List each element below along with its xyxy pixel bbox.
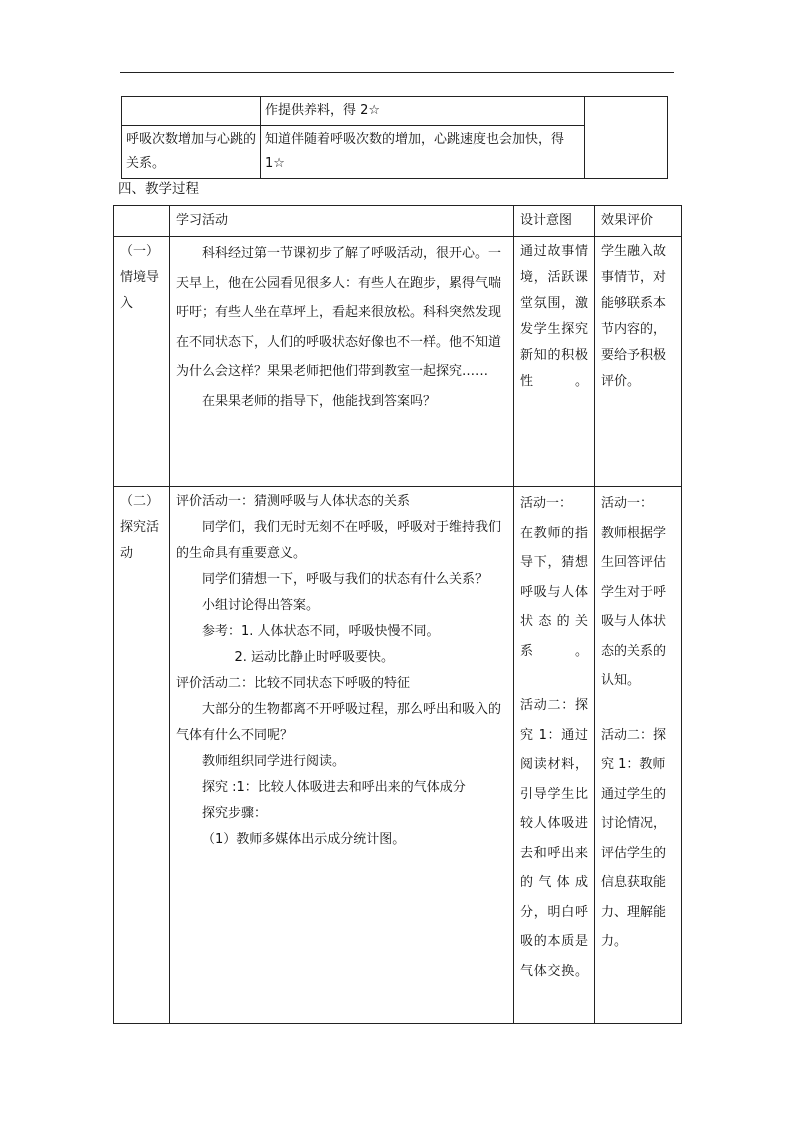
header-activity: 学习活动 [170,206,514,237]
stage-cell: （二）探究活动 [114,487,170,1024]
activity-cell [170,487,514,1024]
table-row [122,97,668,126]
table-cell [585,97,668,179]
evaluation-cell [595,237,682,487]
table-cell: 作提供养料，得 2☆ [261,97,585,126]
paragraph: 同学们猜想一下，呼吸与我们的状态有什么关系？ [202,572,489,587]
paragraph: 在教师的指导下，猜想呼吸与人体状态的关系。 [520,525,588,659]
stage-cell: （一）情境导入 [114,237,170,487]
paragraph: （1）教师多媒体出示成分统计图。 [202,832,406,847]
paragraph: 科科经过第一节课初步了解了呼吸活动，很开心。一天早上，他在公园看见很多人：有些人在跑步，累得气喘吁吁；有些人坐在草坪上，看起来很放松。科科突然发现在不同状态下，人们的呼吸状态好像也不一样。他不知道为什么会这样？果果老师把他们带到教室一起探究…… [176,246,502,379]
paragraph: 探究 :1：比较人体吸进去和呼出来的气体成分 [202,780,466,795]
table-row [114,487,682,1024]
paragraph: 教师组织同学进行阅读。 [202,754,346,769]
section-title: 四、教学过程 [118,181,199,197]
header-evaluation: 效果评价 [595,206,682,237]
table-row [114,237,682,487]
evaluation-cell [595,487,682,1024]
evaluation-label: 活动一： [601,496,654,511]
activity-heading: 评价活动二：比较不同状态下呼吸的特征 [176,676,411,691]
header-design: 设计意图 [514,206,595,237]
activity-heading: 评价活动一：猜测呼吸与人体状态的关系 [176,494,411,509]
activity-cell [170,237,514,487]
paragraph: 同学们，我们无时无刻不在呼吸，呼吸对于维持我们的生命具有重要意义。 [176,520,502,561]
paragraph: 2. 运动比静止时呼吸要快。 [234,650,395,665]
design-label: 活动一： [520,496,573,511]
table-cell [122,97,261,126]
paragraph: 在果果老师的指导下，他能找到答案吗？ [202,393,437,409]
paragraph: 通过故事情境，活跃课堂氛围，激发学生探究新知的积极性。 [520,244,588,389]
table-header-row [114,206,682,237]
paragraph: 探究步骤： [202,806,268,821]
paragraph: 活动二：探究 1：教师通过学生的讨论情况，评估学生的信息获取能力、理解能力。 [601,727,667,949]
design-cell [514,237,595,487]
paragraph: 参考：1. 人体状态不同，呼吸快慢不同。 [202,624,440,639]
table-cell: 知道伴随着呼吸次数的增加，心跳速度也会加快，得 1☆ [261,126,585,179]
process-table [113,205,682,1024]
table-cell: 呼吸次数增加与心跳的关系。 [122,126,261,179]
paragraph: 活动二：探究 1：通过阅读材料，引导学生比较人体吸进去和呼出来的气体成分，明白呼吸的本质是气体交换。 [520,698,588,979]
table-cell [114,206,170,237]
paragraph: 教师根据学生回答评估学生对于呼吸与人体状态的关系的认知。 [601,525,667,688]
paragraph: 学生融入故事情节，对能够联系本节内容的，要给予积极评价。 [601,244,667,389]
paragraph: 小组讨论得出答案。 [202,598,320,613]
design-cell [514,487,595,1024]
paragraph: 大部分的生物都离不开呼吸过程，那么呼出和吸入的气体有什么不同呢？ [176,702,502,743]
top-evaluation-table [121,96,668,179]
header-rule [120,72,674,73]
